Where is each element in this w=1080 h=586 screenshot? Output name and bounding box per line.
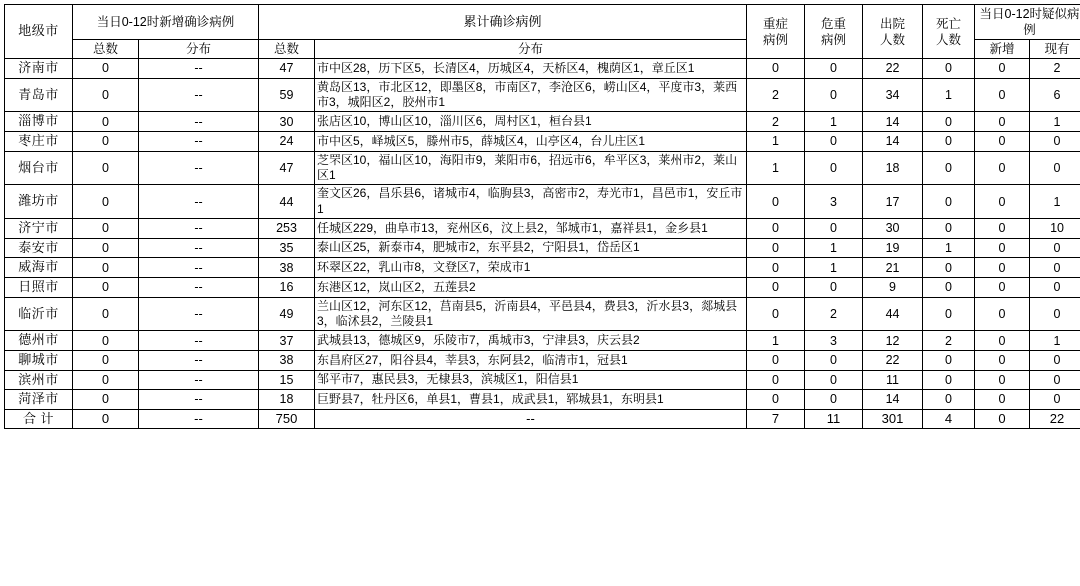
cell-discharged: 12 [863, 331, 923, 351]
cell-suspected-current: 1 [1030, 112, 1080, 132]
cell-cum-dist: 奎文区26，昌乐县6，诸城市4，临朐县3，高密市2，寿光市1，昌邑市1，安丘市1 [315, 185, 747, 219]
header-death [923, 5, 975, 59]
cell-cum-total: 24 [259, 131, 315, 151]
cell-region: 枣庄市 [5, 131, 73, 151]
cell-discharged: 22 [863, 59, 923, 79]
cell-region: 德州市 [5, 331, 73, 351]
header-critical-line2: 病例 [821, 32, 847, 47]
cell-critical: 0 [805, 219, 863, 239]
cell-region: 滨州市 [5, 370, 73, 390]
cell-critical: 0 [805, 131, 863, 151]
cell-death: 0 [923, 258, 975, 278]
header-death-line1: 死亡 [936, 16, 962, 31]
header-suspected-group: 当日0-12时疑似病例 [975, 5, 1080, 40]
cell-new-total: 0 [73, 258, 139, 278]
cell-cum-dist: 任城区229，曲阜市13，兖州区6，汶上县2，邹城市1，嘉祥县1，金乡县1 [315, 219, 747, 239]
cell-suspected-new: 0 [975, 78, 1030, 112]
cell-cum-total: 750 [259, 409, 315, 429]
cell-suspected-new: 0 [975, 390, 1030, 410]
cell-suspected-new: 0 [975, 185, 1030, 219]
header-new-distribution: 分布 [139, 40, 259, 59]
cell-region: 威海市 [5, 258, 73, 278]
cell-new-dist: -- [139, 277, 259, 297]
table-row [5, 390, 1080, 410]
cell-suspected-current: 0 [1030, 297, 1080, 331]
cell-new-total: 0 [73, 297, 139, 331]
cell-discharged: 18 [863, 151, 923, 185]
cell-severe: 0 [747, 370, 805, 390]
cell-discharged: 14 [863, 112, 923, 132]
cell-region: 聊城市 [5, 350, 73, 370]
header-row-group [5, 5, 1080, 40]
cell-new-total: 0 [73, 78, 139, 112]
header-region: 地级市 [5, 5, 73, 59]
table-row [5, 238, 1080, 258]
cell-severe: 0 [747, 185, 805, 219]
table-row [5, 370, 1080, 390]
cell-cum-total: 49 [259, 297, 315, 331]
cell-critical: 11 [805, 409, 863, 429]
cell-severe: 0 [747, 59, 805, 79]
cell-severe: 1 [747, 151, 805, 185]
cell-new-dist: -- [139, 219, 259, 239]
cell-suspected-new: 0 [975, 258, 1030, 278]
cell-severe: 0 [747, 219, 805, 239]
cell-new-dist: -- [139, 185, 259, 219]
cell-cum-dist: 市中区5，峄城区5，滕州市5，薛城区4，山亭区4，台儿庄区1 [315, 131, 747, 151]
cell-suspected-new: 0 [975, 370, 1030, 390]
cell-cum-dist: 环翠区22，乳山市8，文登区7，荣成市1 [315, 258, 747, 278]
cell-new-total: 0 [73, 59, 139, 79]
cell-new-total: 0 [73, 238, 139, 258]
header-new-total: 总数 [73, 40, 139, 59]
cell-severe: 0 [747, 390, 805, 410]
cell-critical: 3 [805, 331, 863, 351]
table-row [5, 112, 1080, 132]
cell-critical: 0 [805, 370, 863, 390]
header-critical-line1: 危重 [821, 16, 847, 31]
cell-suspected-new: 0 [975, 131, 1030, 151]
cell-new-dist: -- [139, 390, 259, 410]
header-new-confirmed-group: 当日0-12时新增确诊病例 [73, 5, 259, 40]
cell-critical: 0 [805, 350, 863, 370]
table-header [5, 5, 1080, 59]
cell-discharged: 11 [863, 370, 923, 390]
cell-cum-total: 47 [259, 59, 315, 79]
table-row [5, 331, 1080, 351]
header-discharged-line2: 人数 [880, 32, 906, 47]
cell-critical: 1 [805, 238, 863, 258]
cell-cum-dist: 市中区28，历下区5，长清区4，历城区4，天桥区4，槐荫区1，章丘区1 [315, 59, 747, 79]
cell-new-total: 0 [73, 219, 139, 239]
cell-cum-total: 38 [259, 258, 315, 278]
cell-cum-total: 15 [259, 370, 315, 390]
cell-death: 0 [923, 151, 975, 185]
cell-new-total: 0 [73, 370, 139, 390]
cell-cum-total: 18 [259, 390, 315, 410]
cell-cum-total: 47 [259, 151, 315, 185]
cell-suspected-new: 0 [975, 331, 1030, 351]
epidemic-statistics-table [4, 4, 1080, 429]
header-severe-line1: 重症 [763, 16, 789, 31]
cell-new-total: 0 [73, 131, 139, 151]
cell-death: 0 [923, 370, 975, 390]
cell-cum-total: 44 [259, 185, 315, 219]
cell-suspected-new: 0 [975, 151, 1030, 185]
cell-suspected-new: 0 [975, 350, 1030, 370]
cell-critical: 0 [805, 59, 863, 79]
table-row [5, 350, 1080, 370]
cell-severe: 7 [747, 409, 805, 429]
cell-new-dist: -- [139, 59, 259, 79]
cell-cum-total: 59 [259, 78, 315, 112]
table-total-row [5, 409, 1080, 429]
cell-cum-dist: 邹平市7，惠民县3，无棣县3，滨城区1，阳信县1 [315, 370, 747, 390]
cell-suspected-new: 0 [975, 238, 1030, 258]
cell-severe: 2 [747, 78, 805, 112]
cell-new-dist: -- [139, 350, 259, 370]
header-cum-distribution: 分布 [315, 40, 747, 59]
cell-critical: 0 [805, 151, 863, 185]
cell-new-total: 0 [73, 350, 139, 370]
cell-discharged: 44 [863, 297, 923, 331]
cell-region: 潍坊市 [5, 185, 73, 219]
cell-new-dist: -- [139, 238, 259, 258]
cell-death: 0 [923, 185, 975, 219]
cell-cum-dist: 张店区10，博山区10，淄川区6，周村区1，桓台县1 [315, 112, 747, 132]
header-cumulative-group: 累计确诊病例 [259, 5, 747, 40]
cell-region: 日照市 [5, 277, 73, 297]
cell-discharged: 19 [863, 238, 923, 258]
cell-critical: 1 [805, 112, 863, 132]
cell-discharged: 9 [863, 277, 923, 297]
cell-new-total: 0 [73, 331, 139, 351]
cell-critical: 3 [805, 185, 863, 219]
cell-critical: 0 [805, 390, 863, 410]
cell-death: 0 [923, 112, 975, 132]
cell-suspected-current: 1 [1030, 185, 1080, 219]
cell-new-dist: -- [139, 151, 259, 185]
table-row [5, 151, 1080, 185]
cell-suspected-current: 0 [1030, 131, 1080, 151]
cell-region: 泰安市 [5, 238, 73, 258]
cell-cum-dist: 东昌府区27，阳谷县4，莘县3，东阿县2，临清市1，冠县1 [315, 350, 747, 370]
cell-region-total: 合 计 [5, 409, 73, 429]
cell-death: 2 [923, 331, 975, 351]
cell-severe: 0 [747, 350, 805, 370]
cell-new-dist: -- [139, 409, 259, 429]
table-row [5, 59, 1080, 79]
cell-death: 0 [923, 297, 975, 331]
cell-severe: 0 [747, 297, 805, 331]
cell-new-dist: -- [139, 331, 259, 351]
header-severe-line2: 病例 [763, 32, 789, 47]
cell-cum-dist: -- [315, 409, 747, 429]
cell-suspected-current: 0 [1030, 370, 1080, 390]
cell-region: 济宁市 [5, 219, 73, 239]
cell-death: 0 [923, 131, 975, 151]
cell-critical: 0 [805, 277, 863, 297]
cell-cum-total: 16 [259, 277, 315, 297]
cell-death: 0 [923, 219, 975, 239]
cell-region: 济南市 [5, 59, 73, 79]
table-row [5, 297, 1080, 331]
cell-severe: 0 [747, 238, 805, 258]
cell-cum-dist: 巨野县7，牡丹区6，单县1，曹县1，成武县1，郓城县1，东明县1 [315, 390, 747, 410]
cell-cum-dist: 泰山区25，新泰市4，肥城市2，东平县2，宁阳县1，岱岳区1 [315, 238, 747, 258]
cell-discharged: 17 [863, 185, 923, 219]
cell-cum-total: 37 [259, 331, 315, 351]
cell-suspected-new: 0 [975, 219, 1030, 239]
cell-cum-dist: 芝罘区10，福山区10，海阳市9，莱阳市6，招远市6，牟平区3，莱州市2，莱山区1 [315, 151, 747, 185]
cell-death: 0 [923, 59, 975, 79]
cell-severe: 1 [747, 331, 805, 351]
header-death-line2: 人数 [936, 32, 962, 47]
cell-suspected-current: 0 [1030, 238, 1080, 258]
header-cum-total: 总数 [259, 40, 315, 59]
table-row [5, 78, 1080, 112]
table-row [5, 185, 1080, 219]
cell-suspected-current: 22 [1030, 409, 1080, 429]
cell-death: 1 [923, 78, 975, 112]
cell-death: 0 [923, 390, 975, 410]
cell-region: 淄博市 [5, 112, 73, 132]
cell-death: 4 [923, 409, 975, 429]
cell-cum-total: 253 [259, 219, 315, 239]
cell-suspected-current: 2 [1030, 59, 1080, 79]
header-severe [747, 5, 805, 59]
cell-new-total: 0 [73, 390, 139, 410]
header-discharged-line1: 出院 [880, 16, 906, 31]
header-suspected-new: 新增 [975, 40, 1030, 59]
cell-suspected-new: 0 [975, 409, 1030, 429]
cell-discharged: 21 [863, 258, 923, 278]
cell-region: 烟台市 [5, 151, 73, 185]
cell-critical: 1 [805, 258, 863, 278]
cell-new-total: 0 [73, 277, 139, 297]
cell-region: 菏泽市 [5, 390, 73, 410]
cell-suspected-current: 6 [1030, 78, 1080, 112]
cell-critical: 0 [805, 78, 863, 112]
cell-new-dist: -- [139, 370, 259, 390]
header-suspected-current: 现有 [1030, 40, 1080, 59]
cell-discharged: 14 [863, 131, 923, 151]
cell-new-total: 0 [73, 151, 139, 185]
cell-severe: 0 [747, 258, 805, 278]
cell-cum-dist: 兰山区12，河东区12，莒南县5，沂南县4，平邑县4，费县3，沂水县3，郯城县3，临沭县2，兰陵县1 [315, 297, 747, 331]
cell-suspected-current: 0 [1030, 390, 1080, 410]
cell-discharged: 30 [863, 219, 923, 239]
table-row [5, 131, 1080, 151]
cell-discharged: 22 [863, 350, 923, 370]
cell-new-total: 0 [73, 409, 139, 429]
cell-cum-total: 35 [259, 238, 315, 258]
table-row [5, 277, 1080, 297]
cell-critical: 2 [805, 297, 863, 331]
cell-suspected-new: 0 [975, 112, 1030, 132]
cell-cum-total: 38 [259, 350, 315, 370]
cell-suspected-current: 0 [1030, 350, 1080, 370]
cell-new-dist: -- [139, 131, 259, 151]
header-critical [805, 5, 863, 59]
cell-suspected-new: 0 [975, 277, 1030, 297]
cell-region: 青岛市 [5, 78, 73, 112]
cell-discharged: 301 [863, 409, 923, 429]
cell-cum-dist: 武城县13，德城区9，乐陵市7，禹城市3，宁津县3，庆云县2 [315, 331, 747, 351]
table-row [5, 258, 1080, 278]
table-body [5, 59, 1080, 429]
cell-suspected-current: 0 [1030, 277, 1080, 297]
cell-new-total: 0 [73, 185, 139, 219]
header-discharged [863, 5, 923, 59]
cell-cum-total: 30 [259, 112, 315, 132]
cell-suspected-new: 0 [975, 297, 1030, 331]
table-row [5, 219, 1080, 239]
cell-suspected-current: 1 [1030, 331, 1080, 351]
cell-death: 1 [923, 238, 975, 258]
cell-region: 临沂市 [5, 297, 73, 331]
cell-cum-dist: 黄岛区13，市北区12，即墨区8，市南区7，李沧区6，崂山区4，平度市3，莱西市3，城阳区2，胶州市1 [315, 78, 747, 112]
cell-discharged: 14 [863, 390, 923, 410]
cell-new-dist: -- [139, 258, 259, 278]
cell-new-dist: -- [139, 297, 259, 331]
cell-death: 0 [923, 277, 975, 297]
cell-death: 0 [923, 350, 975, 370]
cell-severe: 1 [747, 131, 805, 151]
cell-severe: 0 [747, 277, 805, 297]
cell-new-dist: -- [139, 78, 259, 112]
cell-suspected-new: 0 [975, 59, 1030, 79]
cell-new-dist: -- [139, 112, 259, 132]
cell-suspected-current: 0 [1030, 151, 1080, 185]
cell-new-total: 0 [73, 112, 139, 132]
cell-suspected-current: 10 [1030, 219, 1080, 239]
cell-cum-dist: 东港区12，岚山区2，五莲县2 [315, 277, 747, 297]
cell-discharged: 34 [863, 78, 923, 112]
cell-severe: 2 [747, 112, 805, 132]
cell-suspected-current: 0 [1030, 258, 1080, 278]
